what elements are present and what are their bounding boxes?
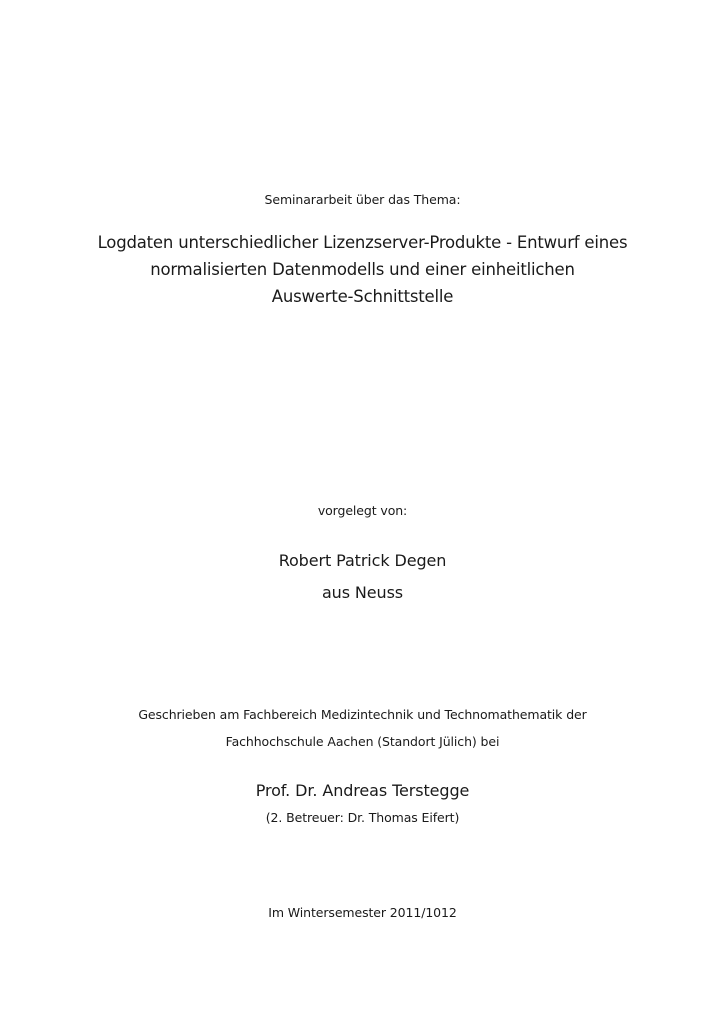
second-supervisor: (2. Betreuer: Dr. Thomas Eifert) bbox=[265, 810, 460, 825]
submitted-by-label: vorgelegt von: bbox=[317, 503, 408, 518]
author-name: Robert Patrick Degen bbox=[278, 551, 447, 570]
supervisor-name: Prof. Dr. Andreas Terstegge bbox=[255, 781, 470, 800]
topic-intro: Seminararbeit über das Thema: bbox=[264, 192, 461, 207]
title-line-3: Auswerte-Schnittstelle bbox=[271, 287, 454, 306]
semester: Im Wintersemester 2011/1012 bbox=[268, 905, 457, 920]
author-origin: aus Neuss bbox=[321, 583, 404, 602]
title-line-1: Logdaten unterschiedlicher Lizenzserver-Produkte - Entwurf eines bbox=[97, 233, 628, 252]
institution-line-1: Geschrieben am Fachbereich Medizintechnik und Technomathematik der bbox=[138, 707, 587, 722]
institution-line-2: Fachhochschule Aachen (Standort Jülich) bei bbox=[225, 734, 500, 749]
title-line-2: normalisierten Datenmodells und einer einheitlichen bbox=[150, 260, 575, 279]
